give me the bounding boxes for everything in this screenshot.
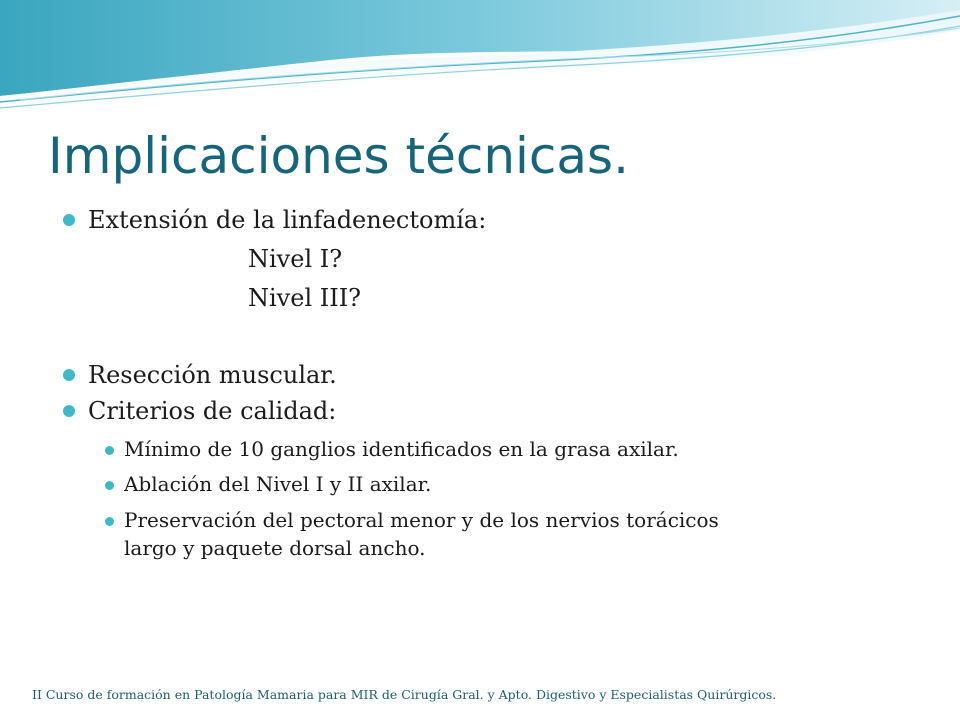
sub-bullet-icon (105, 446, 114, 455)
bullet-icon (63, 369, 75, 381)
bullet-criterios: Criterios de calidad: (88, 397, 337, 425)
bullet-icon (63, 214, 75, 226)
sub-bullet-ablacion: Ablación del Nivel I y II axilar. (124, 472, 432, 496)
sub-bullet-icon (105, 517, 114, 526)
sub-bullet-preservacion: Preservación del pectoral menor y de los nervios torácicos (124, 508, 719, 532)
slide-footer: II Curso de formación en Patología Mamaria para MIR de Cirugía Gral. y Apto. Digestivo y Especialistas Quirúrgicos. (32, 687, 777, 702)
sub-bullet-preservacion-cont: largo y paquete dorsal ancho. (124, 536, 426, 560)
slide-title: Implicaciones técnicas. (48, 127, 629, 185)
bullet-icon (63, 405, 75, 417)
bullet-nivel-iii: Nivel III? (248, 284, 362, 312)
sub-bullet-minimo: Mínimo de 10 ganglios identificados en la grasa axilar. (124, 437, 679, 461)
bullet-reseccion: Resección muscular. (88, 361, 337, 389)
sub-bullet-icon (105, 481, 114, 490)
bullet-extension: Extensión de la linfadenectomía: (88, 206, 487, 234)
bullet-nivel-i: Nivel I? (248, 245, 343, 273)
